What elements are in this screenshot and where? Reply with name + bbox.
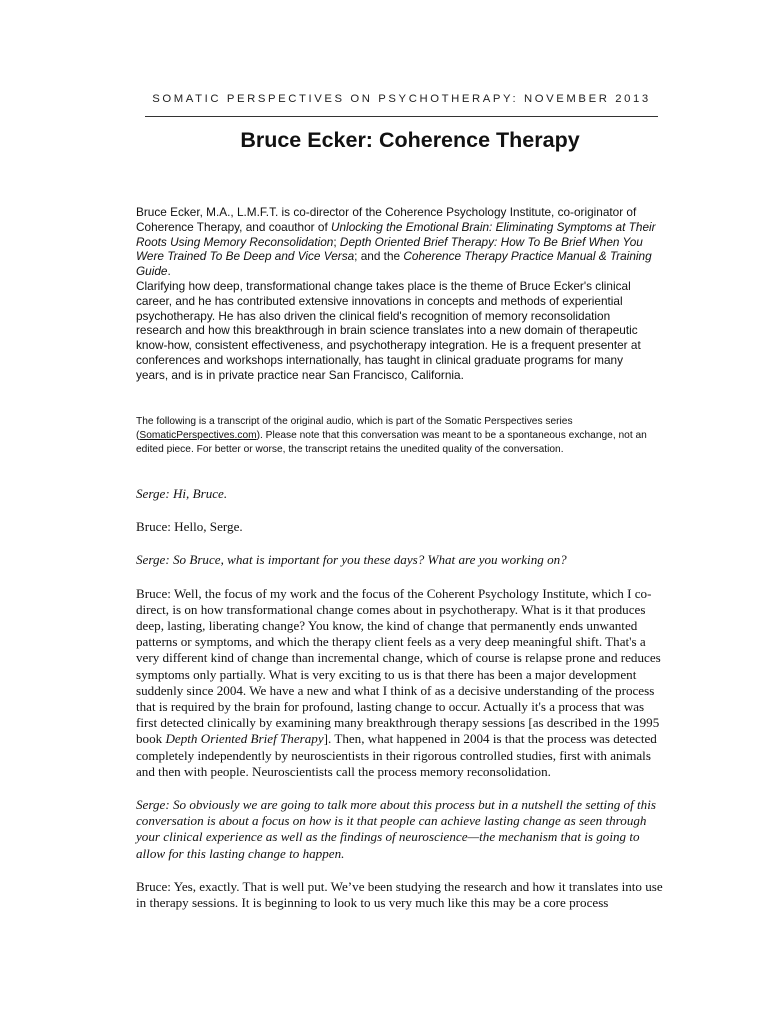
book-title-manual: Coherence Therapy Practice Manual & Training Guide	[136, 249, 652, 279]
transcript-line-bruce	[136, 586, 666, 780]
author-bio	[136, 205, 656, 383]
bio-separator: ;	[333, 234, 340, 249]
book-title-unlocking: Unlocking the Emotional Brain: Eliminating Symptoms at Their Roots Using Memory Reconsolidation	[136, 219, 656, 249]
header-rule	[145, 116, 658, 117]
transcript-line-serge: Serge: So Bruce, what is important for you these days? What are you working on?	[136, 552, 567, 568]
somatic-perspectives-link[interactable]: SomaticPerspectives.com	[139, 430, 257, 441]
bio-paragraph-1	[136, 205, 656, 279]
transcript-note	[136, 415, 676, 457]
bio-separator: ; and the	[354, 249, 404, 264]
note-after-link: ). Please note that this conversation was meant to be a spontaneous exchange, not an edited piece. For better or worse, the transcript retains the unedited quality of the conversation.	[136, 430, 647, 455]
running-head: SOMATIC PERSPECTIVES ON PSYCHOTHERAPY: NOVEMBER 2013	[152, 93, 651, 105]
book-title-dobt: Depth Oriented Brief Therapy	[165, 731, 324, 747]
note-paragraph	[136, 415, 676, 457]
transcript	[136, 486, 666, 928]
bruce-answer-part-2: ]. Then, what happened in 2004 is that the process was detected completely independently by neuroscientists in their rigorous controlled studies, first with animals and then with people. Neuroscientists call the process memory reconsolidation.	[136, 731, 657, 779]
article-title: Bruce Ecker: Coherence Therapy	[240, 128, 580, 152]
bio-paragraph-2: Clarifying how deep, transformational change takes place is the theme of Bruce Ecker's clinical career, and he has contributed extensive innovations in concepts and methods of experiential psychotherapy. He has also driven the clinical field's recognition of memory reconsolidation research and how this breakthrough in brain science translates into a new domain of therapeutic know-how, consistent effectiveness, and psychotherapy integration. He is a frequent presenter at conferences and workshops internationally, has taught in clinical graduate programs for many years, and is in private practice near San Francisco, California.	[136, 278, 641, 382]
bio-intro: Bruce Ecker, M.A., L.M.F.T. is co-director of the Coherence Psychology Institute, co-originator of Coherence Therapy, and coauthor of	[136, 205, 637, 234]
transcript-line-bruce: Bruce: Yes, exactly. That is well put. We’ve been studying the research and how it translates into use in therapy sessions. It is beginning to look to us very much like this may be a core process	[136, 878, 663, 911]
bio-end: .	[167, 264, 171, 279]
transcript-line-serge: Serge: So obviously we are going to talk more about this process but in a nutshell the setting of this conversation is about a focus on how is it that people can achieve lasting change as seen through your clinical experience as well as the findings of neuroscience—the mechanism that is going to allow for this lasting change to happen.	[136, 797, 656, 861]
bruce-answer-part-1: Bruce: Well, the focus of my work and the focus of the Coherent Psychology Institute, which I co-direct, is on how transformational change comes about in psychotherapy. What is it that produces deep, lasting, liberating change? You know, the kind of change that permanently ends unwanted patterns or symptoms, and which the therapy client feels as a very deep meaningful shift. That's a very different kind of change than incremental change, which of course is relapse prone and reduces symptoms only partially. What is very exciting to us is that there has been a major development suddenly since 2004. We have a new and what I think of as a decisive understanding of the process that is required by the brain for profound, lasting change to occur. Actually it's a process that was first detected clinically by examining many breakthrough therapy sessions [as described in the 1995 book	[136, 585, 661, 747]
transcript-line-serge: Serge: Hi, Bruce.	[136, 486, 228, 501]
book-title-dobt: Depth Oriented Brief Therapy: How To Be Brief When You Were Trained To Be Deep and Vice Versa	[136, 234, 643, 264]
transcript-line-bruce: Bruce: Hello, Serge.	[136, 519, 243, 535]
note-before-link: The following is a transcript of the original audio, which is part of the Somatic Perspectives series (	[136, 416, 573, 441]
